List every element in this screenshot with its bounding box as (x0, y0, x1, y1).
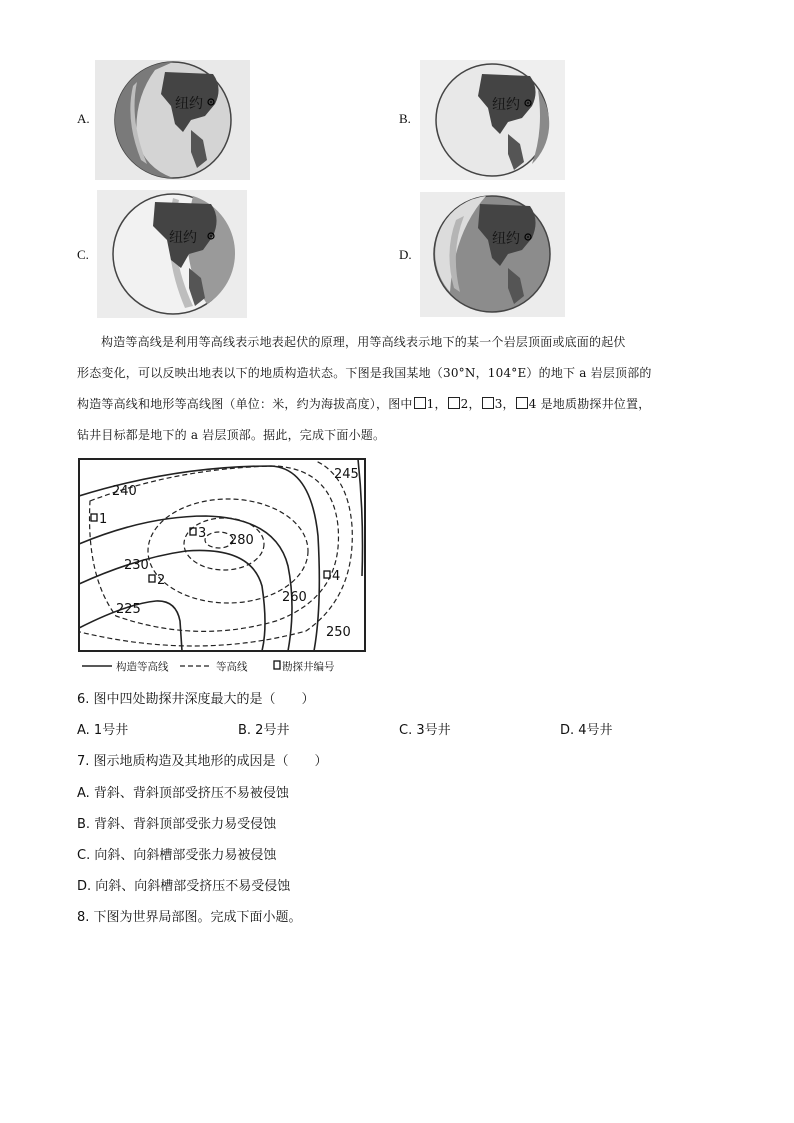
globe-d-city-label: 纽约 (492, 231, 520, 247)
contour-label-260: 260 (282, 590, 307, 605)
option-b-letter: B. (399, 111, 411, 126)
well-square-icon (448, 397, 460, 409)
q6-option-c[interactable]: C. 3号井 (399, 723, 451, 738)
passage (77, 327, 717, 451)
contour-label-280: 280 (229, 533, 254, 548)
q6-stem: 6. 图中四处勘探井深度最大的是（ ） (77, 692, 315, 707)
contour-label-250: 250 (326, 625, 351, 640)
well-square-icon (414, 397, 426, 409)
legend-structural-label: 构造等高线 (116, 661, 169, 673)
q7-option-a[interactable]: A. 背斜、背斜顶部受挤压不易被侵蚀 (77, 786, 289, 801)
contour-label-225: 225 (116, 602, 141, 617)
passage-line-2: 形态变化，可以反映出地表以下的地质构造状态。下图是我国某地（30°N，104°E）的地下 a 岩层顶部的 (77, 366, 652, 380)
globe-d-image (420, 192, 565, 317)
option-a-letter: A. (77, 111, 90, 126)
legend-well-label: 勘探井编号 (282, 661, 335, 673)
option-c-letter: C. (77, 247, 89, 262)
q7-option-c[interactable]: C. 向斜、向斜槽部受张力易被侵蚀 (77, 848, 277, 863)
globe-b-city-label: 纽约 (492, 97, 520, 113)
well-1-label: 1 (99, 512, 108, 527)
passage-line-1: 构造等高线是利用等高线表示地表起伏的原理，用等高线表示地下的某一个岩层顶面或底面的起伏 (101, 335, 626, 349)
globe-c-image (97, 190, 247, 318)
contour-label-245: 245 (334, 467, 359, 482)
legend-well-icon (274, 661, 280, 669)
q7-stem: 7. 图示地质构造及其地形的成因是（ ） (77, 754, 328, 769)
contour-label-240: 240 (112, 484, 137, 499)
well-square-icon (516, 397, 528, 409)
well-square-icon (482, 397, 494, 409)
passage-line-3: 构造等高线和地形等高线图（单位：米，约为海拔高度），图中 1， 2， 3， 4 是地质勘探井位置， (77, 397, 651, 411)
legend-contour-label: 等高线 (216, 661, 248, 673)
well-2-label: 2 (157, 573, 166, 588)
q6-option-a[interactable]: A. 1号井 (77, 723, 129, 738)
q8-stem: 8. 下图为世界局部图。完成下面小题。 (77, 910, 302, 925)
contour-map (76, 456, 370, 676)
globe-b-image (420, 60, 565, 180)
well-3-label: 3 (198, 526, 207, 541)
contour-label-230: 230 (124, 558, 149, 573)
globe-c-city-label: 纽约 (169, 230, 197, 246)
q7-option-d[interactable]: D. 向斜、向斜槽部受挤压不易受侵蚀 (77, 879, 291, 894)
well-4-label: 4 (332, 569, 341, 584)
globe-a-image (95, 60, 250, 180)
option-d-letter: D. (399, 247, 412, 262)
passage-line-4: 钻井目标都是地下的 a 岩层顶部。据此，完成下面小题。 (77, 428, 386, 442)
q7-option-b[interactable]: B. 背斜、背斜顶部受张力易受侵蚀 (77, 817, 277, 832)
q6-option-b[interactable]: B. 2号井 (238, 723, 290, 738)
q6-option-d[interactable]: D. 4号井 (560, 723, 613, 738)
globe-a-city-label: 纽约 (175, 96, 203, 112)
